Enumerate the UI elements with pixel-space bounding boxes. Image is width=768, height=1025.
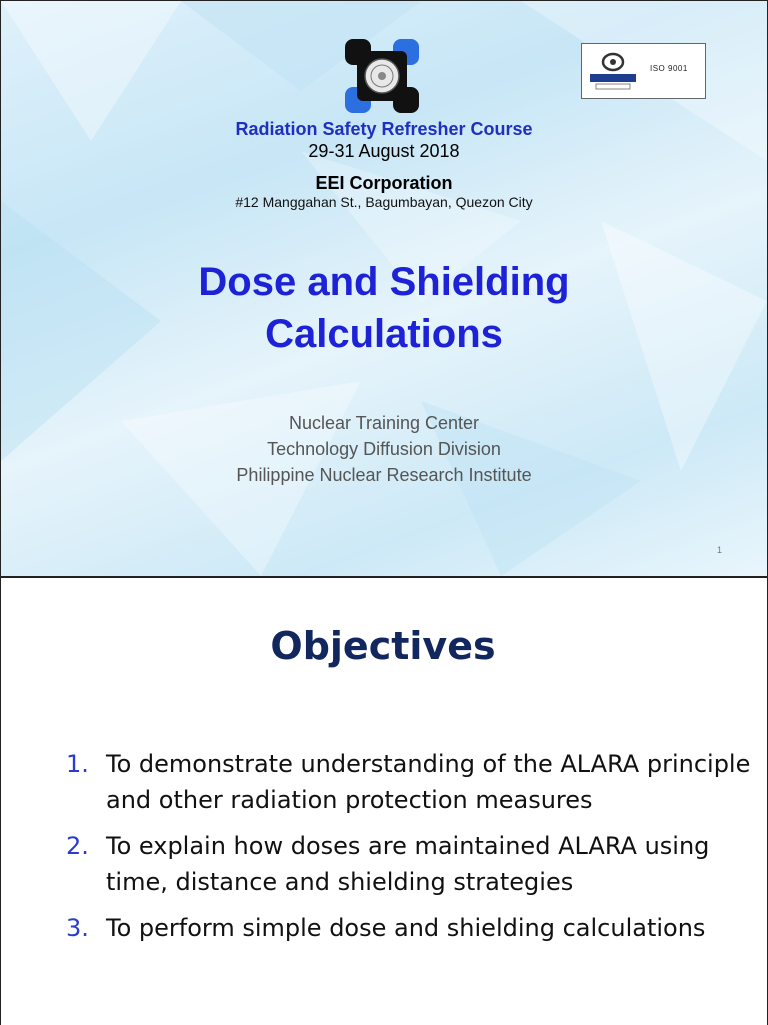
objectives-list	[66, 746, 756, 956]
list-text: To explain how doses are maintained ALARA using time, distance and shielding strategies	[106, 832, 710, 896]
socotec-certification-icon	[588, 48, 638, 92]
title-line-2: Calculations	[265, 312, 503, 356]
list-number: 2.	[66, 832, 89, 860]
corporation-address: #12 Manggahan St., Bagumbayan, Quezon City	[235, 194, 533, 210]
objectives-title: Objectives	[270, 624, 496, 668]
list-number: 3.	[66, 914, 89, 942]
list-text: To perform simple dose and shielding calculations	[106, 914, 706, 942]
list-item	[66, 910, 756, 946]
org-line: Nuclear Training Center	[288, 413, 480, 433]
iso-label: ISO 9001	[650, 64, 688, 73]
list-number: 1.	[66, 750, 89, 778]
org-line: Philippine Nuclear Research Institute	[236, 465, 532, 485]
slide-title-heading	[1, 256, 767, 360]
corporation-name: EEI Corporation	[315, 173, 453, 193]
list-text: To demonstrate understanding of the ALARA principle and other radiation protection measures	[106, 750, 751, 814]
dost-seal-logo-icon	[343, 37, 421, 115]
socotec-certification-badge	[581, 43, 706, 99]
list-item	[66, 828, 756, 900]
title-line-1: Dose and Shielding	[198, 260, 570, 304]
course-date: 29-31 August 2018	[308, 141, 460, 161]
org-line: Technology Diffusion Division	[267, 439, 501, 459]
list-item	[66, 746, 756, 818]
course-name: Radiation Safety Refresher Course	[235, 119, 533, 139]
page-number: 1	[717, 545, 723, 555]
